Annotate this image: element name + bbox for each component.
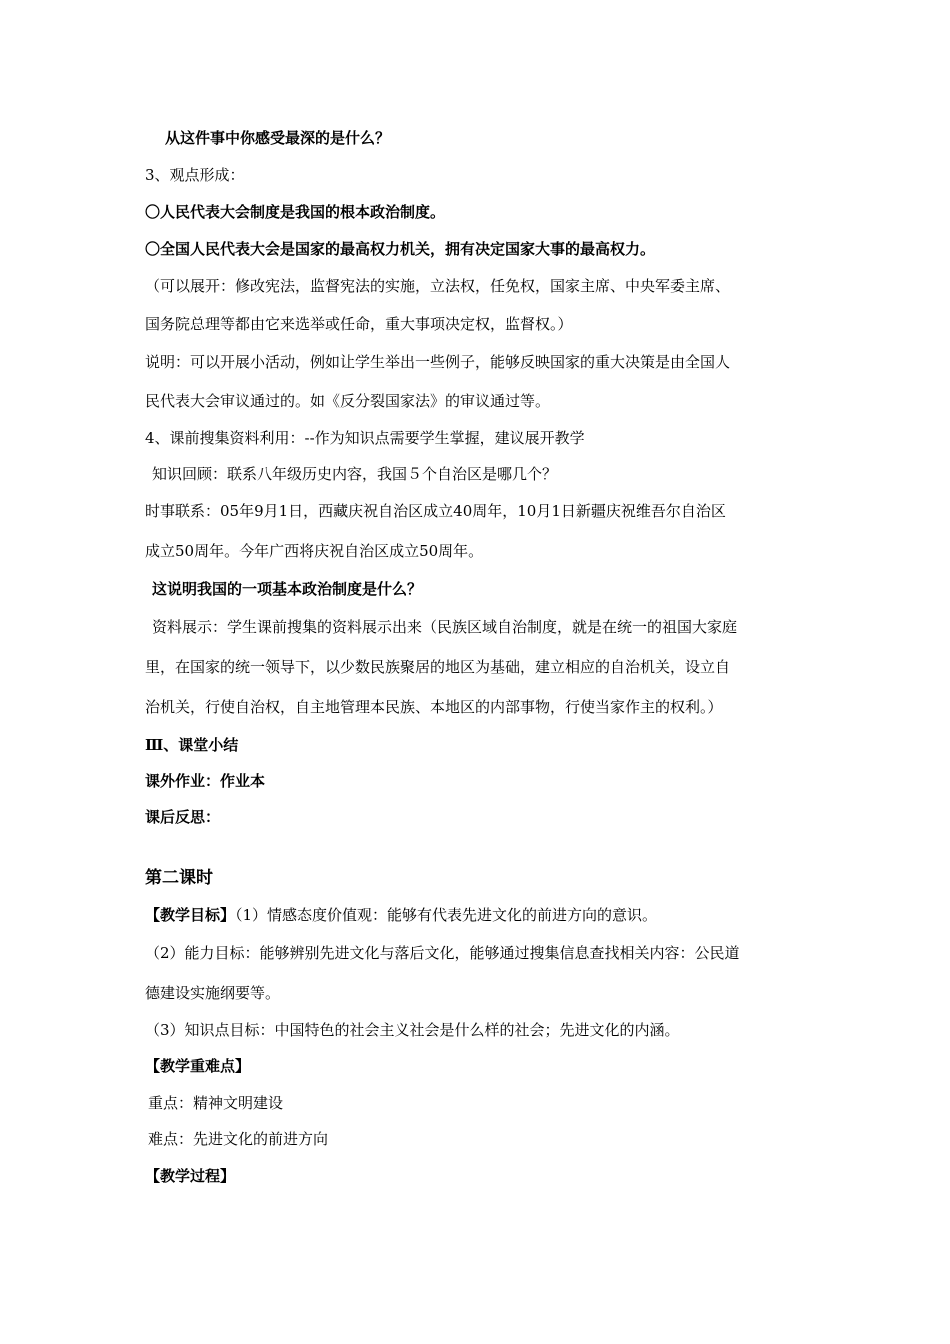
paragraph-line: （2）能力目标：能够辨别先进文化与落后文化，能够通过搜集信息查找相关内容：公民道 [145,944,740,962]
paragraph-line: （3）知识点目标：中国特色的社会主义社会是什么样的社会；先进文化的内涵。 [145,1021,680,1039]
section-heading: 【教学重难点】 [145,1057,251,1075]
paragraph-line: 治机关，行使自治权，自主地管理本民族、本地区的内部事物，行使当家作主的权利。） [145,698,723,716]
lesson-title: 第二课时 [145,868,213,888]
homework-line: 课外作业：作业本 [145,772,266,790]
paragraph-line: 资料展示：学生课前搜集的资料展示出来（民族区域自治制度，就是在统一的祖国大家庭 [152,618,738,636]
objective-text: （1）情感态度价值观：能够有代表先进文化的前进方向的意识。 [235,906,658,924]
key-point: 〇全国人民代表大会是国家的最高权力机关，拥有决定国家大事的最高权力。 [145,240,656,258]
paragraph-line: 难点：先进文化的前进方向 [148,1130,329,1148]
key-point: 〇人民代表大会制度是我国的根本政治制度。 [145,203,446,221]
paragraph-line: （可以展开：修改宪法，监督宪法的实施，立法权，任免权，国家主席、中央军委主席、 [145,277,731,295]
question-line: 这说明我国的一项基本政治制度是什么？ [152,580,423,598]
objective-line [145,905,657,925]
objective-heading: 【教学目标】 [145,906,236,924]
paragraph-line: 德建设实施纲要等。 [145,984,281,1002]
paragraph-line: 时事联系：05年9月1日，西藏庆祝自治区成立40周年，10月1日新疆庆祝维吾尔自治区 [145,502,726,520]
paragraph-line: 知识回顾：联系八年级历史内容，我国５个自治区是哪几个？ [152,465,558,483]
paragraph-line: 国务院总理等都由它来选举或任命，重大事项决定权，监督权。） [145,315,573,333]
section-heading: 3、观点形成： [145,166,245,184]
paragraph-line: 说明：可以开展小活动，例如让学生举出一些例子，能够反映国家的重大决策是由全国人 [145,353,731,371]
paragraph-line: 民代表大会审议通过的。如《反分裂国家法》的审议通过等。 [145,392,551,410]
reflection-line: 课后反思： [145,808,221,826]
question-line: 从这件事中你感受最深的是什么？ [165,129,391,147]
section-heading: 4、课前搜集资料利用：--作为知识点需要学生掌握，建议展开教学 [145,429,585,447]
section-heading: Ⅲ、课堂小结 [145,736,239,754]
section-heading: 【教学过程】 [145,1167,236,1185]
paragraph-line: 成立50周年。今年广西将庆祝自治区成立50周年。 [145,542,484,560]
paragraph-line: 里，在国家的统一领导下，以少数民族聚居的地区为基础，建立相应的自治机关，设立自 [145,658,731,676]
paragraph-line: 重点：精神文明建设 [148,1094,284,1112]
